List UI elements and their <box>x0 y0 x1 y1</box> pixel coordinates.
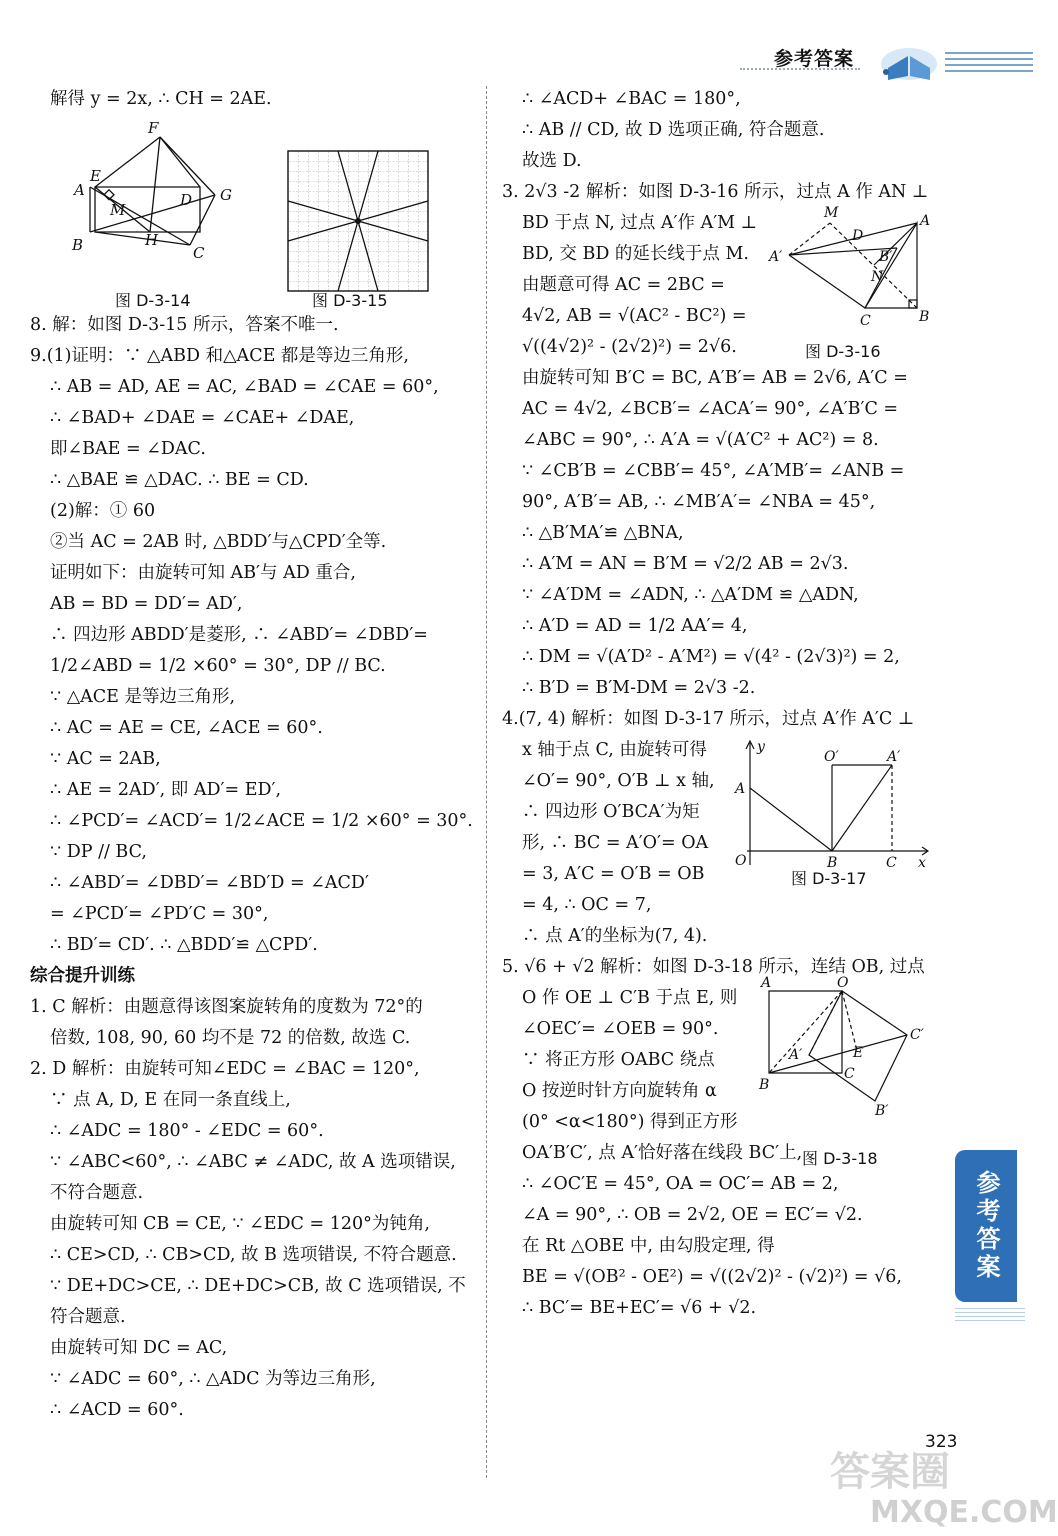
text-line: 即∠BAE = ∠DAC. <box>50 439 206 459</box>
text-line: = 3, A′C = O′B = OB <box>522 864 705 884</box>
text-line: 倍数, 108, 90, 60 均不是 72 的倍数, 故选 C. <box>50 1028 411 1048</box>
label-b: B <box>919 309 930 325</box>
figure-d-3-15 <box>288 151 428 291</box>
text-line: ∴ ∠ACD+ ∠BAC = 180°, <box>522 89 741 109</box>
text-line: ∴ 四边形 O′BCA′为矩 <box>522 802 700 822</box>
text-line: ∴ AB = AD, AE = AC, ∠BAD = ∠CAE = 60°, <box>50 377 439 397</box>
label-o: O <box>837 975 849 991</box>
label-a: A <box>735 781 746 797</box>
text-line: √((4√2)² - (2√2)²) = 2√6. <box>522 337 737 357</box>
label-e: E <box>90 167 101 185</box>
figure-d-3-16 <box>767 203 937 333</box>
section-heading: 综合提升训练 <box>30 966 135 986</box>
header-title: 参考答案 <box>774 48 855 70</box>
figure-d-3-17 <box>732 733 932 871</box>
label-e: E <box>853 1045 864 1061</box>
label-o: O <box>735 853 747 869</box>
text-line: BD 于点 N, 过点 A′作 A′M ⊥ <box>522 213 758 233</box>
text-line: 不符合题意. <box>50 1183 144 1203</box>
label-a: A <box>74 181 85 199</box>
text-line: ∠A = 90°, ∴ OB = 2√2, OE = EC′= √2. <box>522 1205 863 1225</box>
label-a: A <box>761 975 772 991</box>
text-line: ∠ABC = 90°, ∴ A′A = √(A′C² + AC²) = 8. <box>522 430 879 450</box>
label-a-prime: A′ <box>887 749 901 765</box>
label-c: C <box>193 244 205 262</box>
text-line: 解得 y = 2x, ∴ CH = 2AE. <box>50 89 272 109</box>
label-n: N <box>871 269 884 285</box>
label-a-prime: A′ <box>789 1047 803 1063</box>
text-line: 8. 解：如图 D-3-15 所示，答案不唯一. <box>30 315 339 335</box>
text-line: ∵ DP // BC, <box>50 842 147 862</box>
text-line: ∵ △ACE 是等边三角形, <box>50 687 236 707</box>
text-line: 1/2∠ABD = 1/2 ×60° = 30°, DP // BC. <box>50 656 386 676</box>
text-line: ∴ CE>CD, ∴ CB>CD, 故 B 选项错误, 不符合题意. <box>50 1245 457 1265</box>
text-line: ∵ ∠ABC<60°, ∴ ∠ABC ≠ ∠ADC, 故 A 选项错误, <box>50 1152 456 1172</box>
figure-row <box>30 115 475 310</box>
text-line: ∴ B′D = B′M-DM = 2√3 -2. <box>522 678 756 698</box>
text-line: AC = 4√2, ∠BCB′= ∠ACA′= 90°, ∠A′B′C = <box>522 399 899 419</box>
page-header <box>740 38 1035 86</box>
text-line: ∴ BC′= BE+EC′= √6 + √2. <box>522 1298 757 1318</box>
text-line: 在 Rt △OBE 中, 由勾股定理, 得 <box>522 1236 775 1256</box>
label-c-prime: C′ <box>910 1027 924 1043</box>
text-line: ∴ AC = AE = CE, ∠ACE = 60°. <box>50 718 323 738</box>
text-line: 由旋转可知 CB = CE, ∵ ∠EDC = 120°为钝角, <box>50 1214 430 1234</box>
text-line: ∴ 点 A′的坐标为(7, 4). <box>522 926 708 946</box>
text-line: ∴ ∠ADC = 180° - ∠EDC = 60°. <box>50 1121 324 1141</box>
text-line: (0° <α<180°) 得到正方形 <box>522 1112 738 1132</box>
text-line: x 轴于点 C, 由旋转可得 <box>522 740 707 760</box>
label-d: D <box>180 191 193 209</box>
label-m: M <box>110 201 126 219</box>
text-line: BD, 交 BD 的延长线于点 M. <box>522 244 749 264</box>
label-d: D <box>852 228 864 244</box>
caption-d-3-14: 图 D-3-14 <box>115 291 191 310</box>
label-b-prime: B′ <box>879 249 893 265</box>
text-line: ∴ △BAE ≌ △DAC. ∴ BE = CD. <box>50 470 309 490</box>
caption-d-3-17: 图 D-3-17 <box>791 869 867 888</box>
text-line: ∵ 将正方形 OABC 绕点 <box>522 1050 715 1070</box>
figure-d-3-14 <box>50 115 270 275</box>
right-column <box>502 84 942 1324</box>
text-line: 2. D 解析：由旋转可知∠EDC = ∠BAC = 120°, <box>30 1059 420 1079</box>
text-line: ∵ ∠ADC = 60°, ∴ △ADC 为等边三角形, <box>50 1369 376 1389</box>
watermark-url: MXQE.COM <box>870 1495 1058 1530</box>
column-divider <box>486 86 487 1478</box>
text-line: ∴ ∠BAD+ ∠DAE = ∠CAE+ ∠DAE, <box>50 408 355 428</box>
caption-d-3-16: 图 D-3-16 <box>805 342 881 361</box>
text-line: ∴ ∠ACD = 60°. <box>50 1400 184 1420</box>
text-line: 3. 2√3 -2 解析：如图 D-3-16 所示，过点 A 作 AN ⊥ <box>502 182 929 202</box>
label-c: C <box>844 1066 855 1082</box>
text-line: 5. √6 + √2 解析：如图 D-3-18 所示，连结 OB, 过点 <box>502 957 925 977</box>
text-line: ∵ ∠A′DM = ∠ADN, ∴ △A′DM ≌ △ADN, <box>522 585 859 605</box>
text-line: = ∠PCD′= ∠PD′C = 30°, <box>50 904 269 924</box>
text-line: ②当 AC = 2AB 时, △BDD′与△CPD′全等. <box>50 532 387 552</box>
label-y: y <box>757 739 765 755</box>
text-line: OA′B′C′, 点 A′恰好落在线段 BC′上, <box>522 1143 803 1163</box>
text-line: 由题意可得 AC = 2BC = <box>522 275 725 295</box>
book-icon <box>878 38 940 82</box>
label-h: H <box>145 231 159 249</box>
label-c: C <box>886 855 897 871</box>
text-line: ∠O′= 90°, O′B ⊥ x 轴, <box>522 771 715 791</box>
text-line: ∴ A′M = AN = B′M = √2/2 AB = 2√3. <box>522 554 849 574</box>
text-line: ∴ AB // CD, 故 D 选项正确, 符合题意. <box>522 120 825 140</box>
text-line: 4√2, AB = √(AC² - BC²) = <box>522 306 747 326</box>
text-line: = 4, ∴ OC = 7, <box>522 895 652 915</box>
side-tab-answers: 参考答案 <box>955 1150 1017 1302</box>
side-tab-stripes <box>955 1308 1025 1322</box>
q3-block <box>502 205 942 363</box>
text-line: ∴ ∠OC′E = 45°, OA = OC′= AB = 2, <box>522 1174 839 1194</box>
label-x: x <box>918 855 926 871</box>
q5-block <box>502 975 942 1169</box>
text-line: 90°, A′B′= AB, ∴ ∠MB′A′= ∠NBA = 45°, <box>522 492 876 512</box>
text-line: ∴ ∠ABD′= ∠DBD′= ∠BD′D = ∠ACD′ <box>50 873 369 893</box>
text-line: O 作 OE ⊥ C′B 于点 E, 则 <box>522 988 738 1008</box>
label-b: B <box>759 1077 770 1093</box>
text-line: ∴ DM = √(A′D² - A′M²) = √(4² - (2√3)²) = 2, <box>522 647 900 667</box>
label-g: G <box>220 186 232 204</box>
label-b: B <box>72 236 84 254</box>
text-line: ∵ 点 A, D, E 在同一条直线上, <box>50 1090 291 1110</box>
text-line: O 按逆时针方向旋转角 α <box>522 1081 717 1101</box>
label-b: B <box>827 855 838 871</box>
text-line: 由旋转可知 B′C = BC, A′B′= AB = 2√6, A′C = <box>522 368 908 388</box>
label-m: M <box>824 205 839 221</box>
text-line: 1. C 解析：由题意得该图案旋转角的度数为 72°的 <box>30 997 423 1017</box>
text-line: AB = BD = DD′= AD′, <box>50 594 243 614</box>
text-line: ∴ A′D = AD = 1/2 AA′= 4, <box>522 616 748 636</box>
page-number: 323 <box>925 1432 958 1452</box>
watermark-logo: 答案圈 <box>830 1449 950 1495</box>
label-c: C <box>860 313 871 329</box>
text-line: ∴ 四边形 ABDD′是菱形, ∴ ∠ABD′= ∠DBD′= <box>50 625 428 645</box>
text-line: ∴ △B′MA′≌ △BNA, <box>522 523 684 543</box>
text-line: ∴ ∠PCD′= ∠ACD′= 1/2∠ACE = 1/2 ×60° = 30°. <box>50 811 473 831</box>
text-line: 符合题意. <box>50 1307 126 1327</box>
text-line: 故选 D. <box>522 151 582 171</box>
caption-d-3-18: 图 D-3-18 <box>802 1149 878 1168</box>
label-a: A <box>920 213 931 229</box>
label-o-prime: O′ <box>824 749 839 765</box>
text-line: (2)解：① 60 <box>50 501 156 521</box>
label-b-prime: B′ <box>875 1103 889 1119</box>
caption-d-3-15: 图 D-3-15 <box>312 291 388 310</box>
text-line: ∵ DE+DC>CE, ∴ DE+DC>CB, 故 C 选项错误, 不 <box>50 1276 466 1296</box>
left-column <box>30 84 475 1426</box>
text-line: 形, ∴ BC = A′O′= OA <box>522 833 709 853</box>
text-line: ∴ BD′= CD′. ∴ △BDD′≌ △CPD′. <box>50 935 318 955</box>
label-a-prime: A′ <box>769 249 783 265</box>
q4-block <box>502 735 942 952</box>
text-line: ∴ AE = 2AD′, 即 AD′= ED′, <box>50 780 282 800</box>
text-line: 4.(7, 4) 解析：如图 D-3-17 所示，过点 A′作 A′C ⊥ <box>502 709 915 729</box>
text-line: 由旋转可知 DC = AC, <box>50 1338 228 1358</box>
text-line: ∠OEC′= ∠OEB = 90°. <box>522 1019 719 1039</box>
text-line: ∵ AC = 2AB, <box>50 749 161 769</box>
label-f: F <box>148 119 159 137</box>
figure-d-3-18 <box>757 973 937 1119</box>
text-line: 9.(1)证明：∵ △ABD 和△ACE 都是等边三角形, <box>30 346 409 366</box>
text-line: 证明如下：由旋转可知 AB′与 AD 重合, <box>50 563 356 583</box>
header-stripes <box>945 52 1033 74</box>
text-line: ∵ ∠CB′B = ∠CBB′= 45°, ∠A′MB′= ∠ANB = <box>522 461 905 481</box>
text-line: BE = √(OB² - OE²) = √((2√2)² - (√2)²) = √6, <box>522 1267 902 1287</box>
